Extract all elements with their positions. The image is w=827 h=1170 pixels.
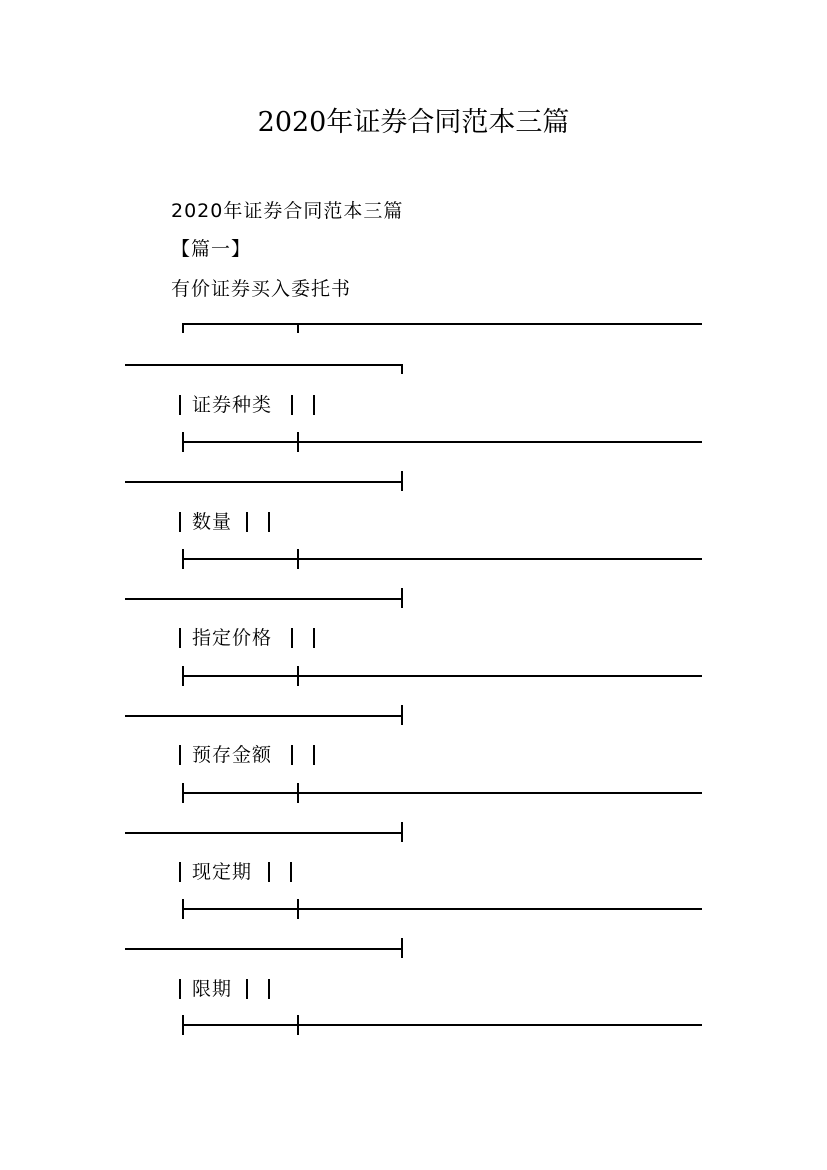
row-label-deposit-amount: 预存金额	[192, 744, 273, 766]
row-label-current-term: 现定期	[192, 861, 253, 883]
form-heading: 有价证券买入委托书	[171, 278, 352, 300]
row-label-time-limit: 限期	[192, 978, 233, 1000]
row-label-securities-type: 证券种类	[192, 394, 273, 416]
page-title: 2020年证券合同范本三篇	[257, 107, 570, 138]
row-label-quantity: 数量	[192, 511, 233, 533]
subtitle: 2020年证券合同范本三篇	[171, 200, 404, 222]
section-label: 【篇一】	[171, 238, 252, 260]
row-label-specified-price: 指定价格	[192, 627, 273, 649]
